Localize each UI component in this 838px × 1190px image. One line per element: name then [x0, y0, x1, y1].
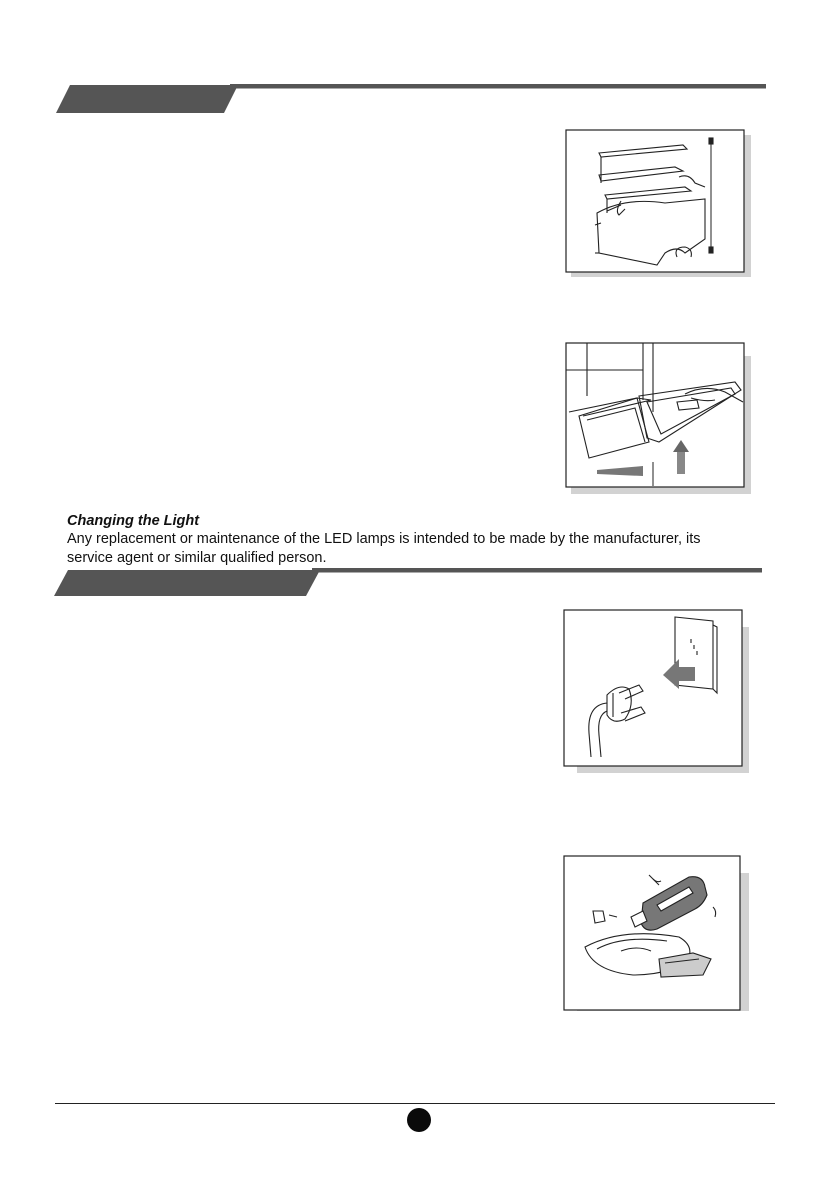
footer-rule — [55, 1103, 775, 1104]
plug-icon — [563, 609, 753, 775]
shelf-removal-icon — [565, 129, 755, 279]
note-body-line-1: Any replacement or maintenance of the LED lamps is intended to be made by the manufacturer, its — [67, 531, 701, 547]
section-header-bar-1 — [0, 82, 838, 116]
shelf-removal-figure — [565, 129, 755, 279]
page-number-marker — [407, 1108, 431, 1132]
drawer-cover-figure — [565, 342, 755, 494]
section-header-bar-2 — [0, 566, 838, 600]
cleaning-figure — [563, 855, 753, 1015]
detergent-icon — [563, 855, 753, 1015]
note-body-line-2: service agent or similar qualified person. — [67, 550, 327, 566]
unplug-figure — [563, 609, 753, 775]
note-title: Changing the Light — [67, 513, 200, 529]
drawer-cover-icon — [565, 342, 755, 494]
changing-light-note — [67, 512, 767, 568]
